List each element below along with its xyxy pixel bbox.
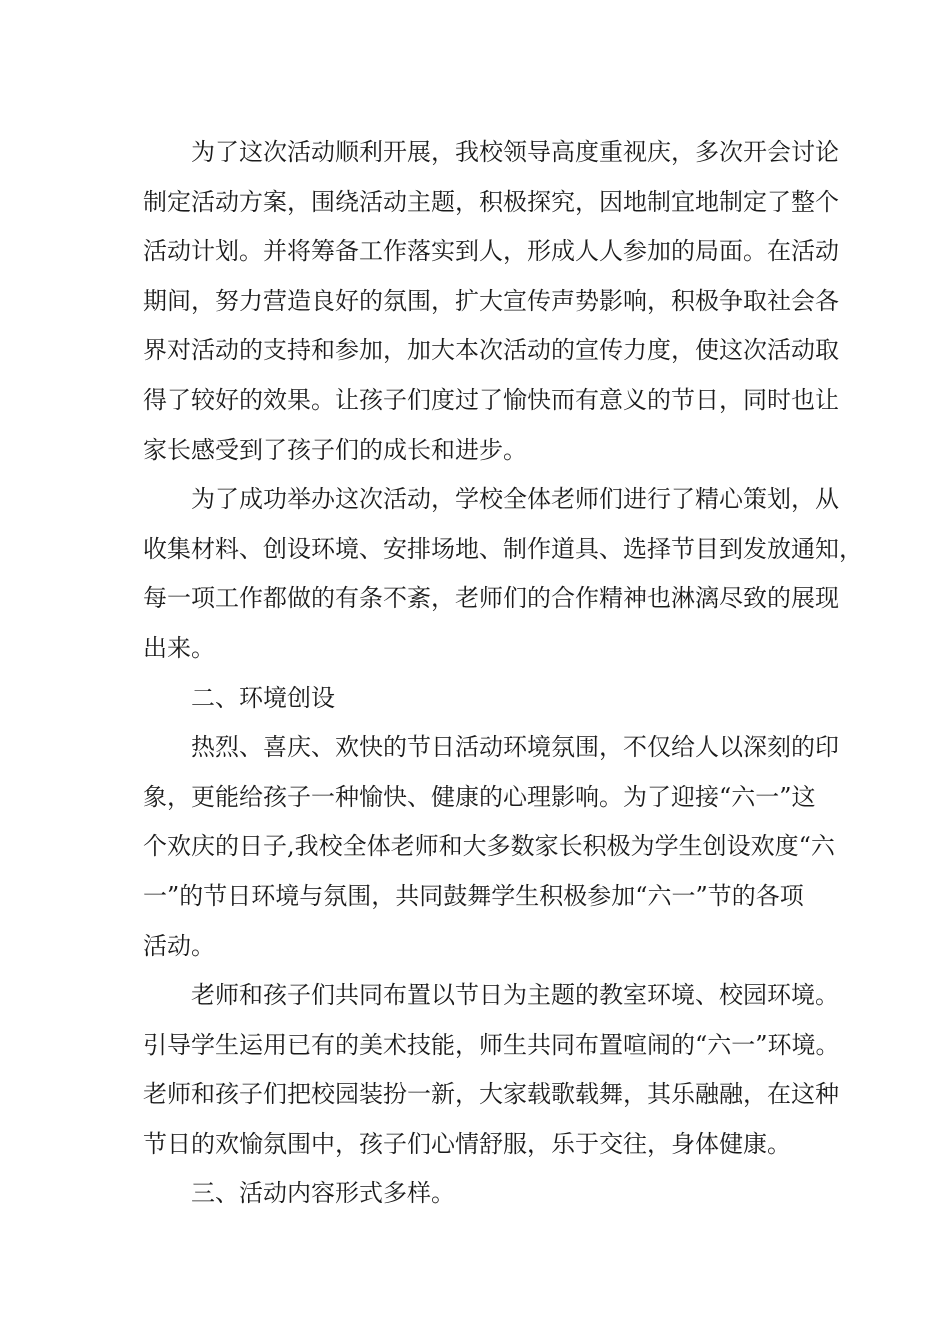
text-line: 活动。 (143, 931, 215, 960)
text-line: 为了成功举办这次活动，学校全体老师们进行了精心策划，从 (191, 485, 839, 514)
text-line: 每一项工作都做的有条不紊，老师们的合作精神也淋漓尽致的展现 (143, 584, 839, 613)
paragraph (143, 475, 863, 673)
text-line: 象，更能给孩子一种愉快、健康的心理影响。为了迎接“六一”这 (143, 782, 816, 811)
text-line: 一”的节日环境与氛围，共同鼓舞学生积极参加“六一”节的各项 (143, 881, 804, 910)
text-line: 得了较好的效果。让孩子们度过了愉快而有意义的节日，同时也让 (143, 385, 839, 414)
document-body (143, 128, 863, 1219)
text-line: 为了这次活动顺利开展，我校领导高度重视庆，多次开会讨论 (191, 138, 839, 166)
text-line: 老师和孩子们共同布置以节日为主题的教室环境、校园环境。 (191, 981, 839, 1010)
text-line: 老师和孩子们把校园装扮一新，大家载歌载舞，其乐融融，在这种 (143, 1080, 839, 1109)
section-heading: 三、活动内容形式多样。 (191, 1179, 455, 1208)
text-line: 制定活动方案，围绕活动主题，积极探究，因地制宜地制定了整个 (143, 187, 839, 216)
text-line: 家长感受到了孩子们的成长和进步。 (143, 435, 527, 464)
text-line: 出来。 (143, 633, 215, 662)
paragraph (143, 128, 839, 475)
text-line: 期间，努力营造良好的氛围，扩大宣传声势影响，积极争取社会各 (143, 286, 839, 315)
text-line: 个欢庆的日子,我校全体老师和大多数家长积极为学生创设欢度“六 (143, 832, 835, 861)
text-line: 界对活动的支持和参加，加大本次活动的宣传力度，使这次活动取 (143, 336, 839, 365)
paragraph (143, 971, 840, 1169)
text-line: 节日的欢愉氛围中，孩子们心情舒服，乐于交往，身体健康。 (143, 1129, 791, 1158)
section-heading: 二、环境创设 (191, 683, 335, 712)
text-line: 活动计划。并将筹备工作落实到人，形成人人参加的局面。在活动 (143, 237, 839, 266)
paragraph (143, 723, 839, 971)
text-line: 收集材料、创设环境、安排场地、制作道具、选择节目到发放通知， (143, 534, 863, 563)
text-line: 热烈、喜庆、欢快的节日活动环境氛围，不仅给人以深刻的印 (191, 733, 839, 762)
text-line: 引导学生运用已有的美术技能，师生共同布置喧闹的“六一”环境。 (143, 1030, 840, 1059)
